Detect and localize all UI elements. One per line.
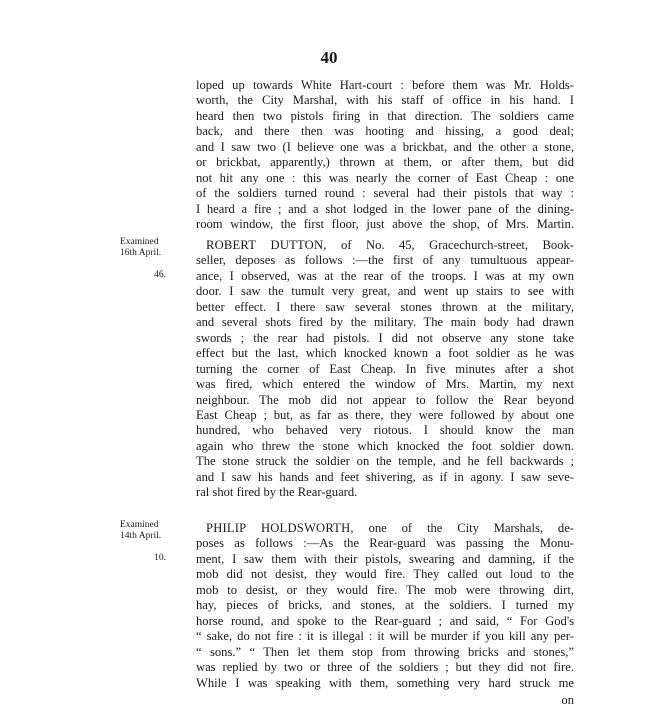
text-line: neighbour. The mob did not appear to follow the Rear beyond: [196, 392, 574, 407]
text-line: hundred, who behaved very riotous. I should know the man: [196, 423, 574, 438]
margin-note-holdsworth: [120, 520, 188, 564]
text-line: “ sake, do not fire : it is illegal : it will be murder if you kill any per-: [196, 629, 574, 644]
text-line: East Cheap ; but, as far as there, they were followed by about one: [196, 407, 574, 422]
text-line: mob did not desist, they would fire. They called out loud to the: [196, 567, 574, 582]
margin-deposition-number: 10.: [154, 553, 166, 563]
margin-examined-label: Examined: [120, 520, 159, 530]
deposition-dutton: [196, 238, 574, 501]
text-line: swords ; the rear had pistols. I did not observe any stone take: [196, 330, 574, 345]
text-line: While I was speaking with them, something very hard struck me: [196, 675, 574, 690]
text-line: and I saw two (I believe one was a brickbat, and the other a stone,: [196, 139, 574, 154]
text-line: again who threw the stone which knocked the foot soldier down.: [196, 438, 574, 453]
catchword: on: [561, 693, 574, 707]
text-line: door. I saw the tumult very great, and went up stairs to see with: [196, 284, 574, 299]
text-line: and I saw his hands and feet shivering, as if in agony. I saw seve-: [196, 469, 574, 484]
text-line: and several shots fired by the military. The main body had drawn: [196, 315, 574, 330]
text-line: or brickbat, apparently,) thrown at them, or after them, but did: [196, 155, 574, 170]
text-line: “ sons.” “ Then let them stop from throwing bricks and stones,”: [196, 644, 574, 659]
text-line: hay, pieces of bricks, and stones, at the soldiers. I turned my: [196, 598, 574, 613]
text-line: worth, the City Marshal, with his staff of office in his hand. I: [196, 93, 574, 108]
text-line: back, and there then was hooting and hissing, a good deal;: [196, 124, 574, 139]
margin-examined-label: Examined: [120, 237, 159, 247]
text-line: horse round, and spoke to the Rear-guard ; and said, “ For God's: [196, 613, 574, 628]
margin-deposition-number: 46.: [154, 270, 166, 280]
text-line: effect but the last, which knocked known a foot soldier as he was: [196, 346, 574, 361]
text-line: turning the corner of East Cheap. In five minutes after a shot: [196, 361, 574, 376]
text-line: ral shot fired by the Rear-guard.: [196, 485, 358, 500]
text-line: room window, the first floor, just above the shop, of Mrs. Martin.: [196, 217, 574, 232]
paragraph-continuation: [196, 78, 574, 233]
text-line: seller, deposes as follows :—the first of any tumultuous appear-: [196, 253, 574, 268]
deponent-name: ROBERT DUTTON,: [206, 238, 327, 252]
text-line: poses as follows :—As the Rear-guard was passing the Monu-: [196, 536, 574, 551]
text-line: of the soldiers turned round : several had their pistols that way :: [196, 186, 574, 201]
text-line: ROBERT DUTTON, of No. 45, Gracechurch-street, Book-: [206, 238, 574, 252]
deponent-name: PHILIP HOLDSWORTH,: [206, 521, 354, 535]
page-number: 40: [320, 48, 338, 67]
margin-date: 14th April.: [120, 531, 162, 541]
text-line: was fired, which entered the window of Mrs. Martin, my next: [196, 377, 574, 392]
text-line: ance, I observed, was at the rear of the troops. I was at my own: [196, 268, 574, 283]
text-line: I heard a fire ; and a shot lodged in the lower pane of the dining-: [196, 201, 574, 216]
text-line: was replied by two or three of the soldiers ; but they did not fire.: [196, 660, 574, 675]
deposition-holdsworth: [196, 521, 574, 691]
text-line: better effect. I there saw several stones thrown at the military,: [196, 299, 574, 314]
margin-date: 16th April.: [120, 248, 162, 258]
text-line: ment, I saw them with their pistols, swearing and damning, if the: [196, 551, 574, 566]
text-line: loped up towards White Hart-court : before them was Mr. Holds-: [196, 78, 574, 92]
text-line: mob to desist, or they would fire. The mob were throwing dirt,: [196, 582, 574, 597]
text-line: The stone struck the soldier on the temple, and he fell backwards ;: [196, 454, 574, 469]
text-line: not hit any one : this was nearly the corner of East Cheap : one: [196, 170, 574, 185]
margin-note-dutton: [120, 237, 188, 281]
text-line: PHILIP HOLDSWORTH, one of the City Marshals, de-: [206, 521, 574, 535]
text-line: heard then two pistols firing in that direction. The soldiers came: [196, 108, 574, 123]
